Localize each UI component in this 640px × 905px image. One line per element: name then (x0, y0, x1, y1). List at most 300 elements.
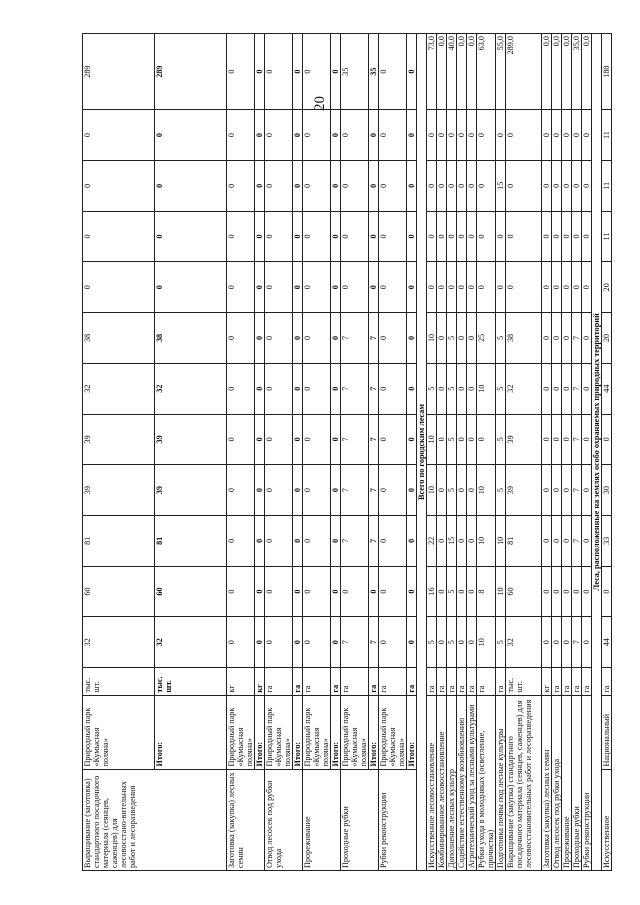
value-cell: 0 (255, 110, 265, 161)
value-cell: 10 (477, 465, 496, 516)
location-cell: Природный парк «Кумысная поляна» (303, 695, 331, 769)
table-row (602, 34, 612, 871)
activities-table (82, 33, 612, 871)
value-cell: 0,0 (542, 34, 552, 110)
value-cell: 0 (227, 515, 255, 566)
value-cell: 7 (369, 617, 379, 668)
location-cell: Национальный (602, 695, 612, 769)
location-cell: Итого: (407, 695, 417, 769)
value-cell: 0 (227, 363, 255, 414)
value-cell: 0 (437, 566, 447, 617)
value-cell: 7 (341, 363, 369, 414)
value-cell: 0 (582, 211, 592, 262)
value-cell: 0 (552, 110, 562, 161)
value-cell: 0 (265, 363, 293, 414)
value-cell: 11 (602, 160, 612, 211)
value-cell: 0,0 (467, 34, 477, 110)
value-cell: 16 (427, 566, 437, 617)
table-row (582, 34, 592, 871)
value-cell: 0 (155, 110, 227, 161)
value-cell: 81 (83, 515, 155, 566)
value-cell: 0 (255, 414, 265, 465)
value-cell: 0 (457, 110, 467, 161)
value-cell: 0 (407, 160, 417, 211)
value-cell: 7 (341, 414, 369, 465)
value-cell: 0,0 (457, 34, 467, 110)
value-cell: 7 (369, 465, 379, 516)
value-cell: 39 (155, 414, 227, 465)
value-cell: 0 (552, 465, 562, 516)
value-cell: 0 (477, 262, 496, 313)
value-cell: 0 (379, 313, 407, 364)
value-cell: 0 (265, 515, 293, 566)
value-cell: 0 (562, 211, 572, 262)
value-cell: 0 (407, 313, 417, 364)
value-cell: 0 (265, 313, 293, 364)
unit-cell: га (331, 668, 341, 695)
value-cell: 20 (602, 313, 612, 364)
unit-cell: тыс. шт. (83, 668, 155, 695)
table-row (265, 34, 293, 871)
value-cell: 0 (227, 211, 255, 262)
value-cell: 0 (331, 34, 341, 110)
value-cell: 0 (437, 465, 447, 516)
value-cell: 0 (552, 566, 562, 617)
value-cell: 81 (155, 515, 227, 566)
activity-name-cell: Рубки реконструкции (379, 769, 417, 870)
activity-name-cell: Выращивание (заготовка) стандартного посадочного материала (сеянцев, саженцев) для лесовосстано-вительных работ и лесоразведения (83, 769, 227, 870)
value-cell: 0 (255, 262, 265, 313)
value-cell: 7 (341, 515, 369, 566)
value-cell: 0 (457, 262, 467, 313)
value-cell: 0 (467, 211, 477, 262)
value-cell: 0 (331, 617, 341, 668)
value-cell: 0 (562, 617, 572, 668)
value-cell: 39 (83, 465, 155, 516)
value-cell: 7 (572, 617, 582, 668)
value-cell: 0 (467, 515, 477, 566)
value-cell: 30 (602, 465, 612, 516)
value-cell: 0 (437, 262, 447, 313)
value-cell: 0 (407, 262, 417, 313)
value-cell: 32 (83, 617, 155, 668)
value-cell: 0 (506, 110, 542, 161)
value-cell: 20 (602, 262, 612, 313)
value-cell: 0 (542, 465, 552, 516)
value-cell: 81 (506, 515, 542, 566)
value-cell: 0 (83, 160, 155, 211)
value-cell: 5 (496, 313, 506, 364)
value-cell: 0 (427, 110, 437, 161)
unit-cell: га (467, 668, 477, 695)
value-cell: 0 (255, 363, 265, 414)
value-cell: 0 (293, 515, 303, 566)
value-cell: 0 (331, 211, 341, 262)
value-cell: 0 (582, 363, 592, 414)
value-cell: 0 (582, 160, 592, 211)
value-cell: 55,0 (496, 34, 506, 110)
value-cell: 0 (227, 34, 255, 110)
table-row (572, 34, 582, 871)
value-cell: 0 (227, 465, 255, 516)
value-cell: 0 (447, 211, 457, 262)
value-cell: 0 (477, 211, 496, 262)
value-cell: 0 (255, 515, 265, 566)
unit-cell: га (437, 668, 447, 695)
value-cell: 0 (379, 617, 407, 668)
unit-cell: га (552, 668, 562, 695)
value-cell: 0 (477, 110, 496, 161)
value-cell: 0 (496, 110, 506, 161)
value-cell: 40,0 (447, 34, 457, 110)
location-cell: Природный парк «Кумысная поляна» (265, 695, 293, 769)
value-cell: 0 (293, 617, 303, 668)
value-cell: 15 (447, 515, 457, 566)
value-cell: 0 (457, 617, 467, 668)
value-cell: 5 (447, 617, 457, 668)
table-row (407, 34, 417, 871)
location-cell: Природный парк «Кумысная поляна» (83, 695, 155, 769)
value-cell: 0 (293, 110, 303, 161)
value-cell: 0 (542, 515, 552, 566)
value-cell: 0 (407, 515, 417, 566)
value-cell: 0 (602, 566, 612, 617)
value-cell: 0 (496, 211, 506, 262)
unit-cell: га (572, 668, 582, 695)
value-cell: 0 (457, 160, 467, 211)
value-cell: 73,0 (427, 34, 437, 110)
value-cell: 39 (506, 465, 542, 516)
unit-cell: га (293, 668, 303, 695)
value-cell: 0 (265, 34, 293, 110)
value-cell: 0 (293, 262, 303, 313)
unit-cell: кг (255, 668, 265, 695)
table-row (552, 34, 562, 871)
location-cell: Природный парк «Кумысная поляна» (227, 695, 255, 769)
value-cell: 0 (303, 262, 331, 313)
value-cell: 0 (293, 465, 303, 516)
value-cell: 0 (293, 313, 303, 364)
value-cell: 0 (467, 617, 477, 668)
value-cell: 0 (542, 110, 552, 161)
activity-name-cell: Искусственное лесовосстановление (427, 695, 437, 870)
value-cell: 0 (477, 414, 496, 465)
value-cell: 0 (572, 211, 582, 262)
value-cell: 44 (602, 617, 612, 668)
activity-name-cell: Отвод лесосек под рубки ухода (552, 695, 562, 870)
value-cell: 0 (552, 262, 562, 313)
activity-name-cell: Отвод лесосек под рубки ухода (265, 769, 303, 870)
value-cell: 0 (437, 211, 447, 262)
value-cell: 0 (379, 34, 407, 110)
activity-name-cell: Рубки реконструкции (582, 695, 592, 870)
value-cell: 289 (83, 34, 155, 110)
value-cell: 60 (155, 566, 227, 617)
value-cell: 5 (496, 465, 506, 516)
table-row (341, 34, 369, 871)
value-cell: 39 (83, 414, 155, 465)
unit-cell: га (303, 668, 331, 695)
value-cell: 0 (467, 262, 477, 313)
value-cell: 0 (331, 363, 341, 414)
value-cell: 0 (265, 211, 293, 262)
value-cell: 5 (447, 414, 457, 465)
table-row (83, 34, 155, 871)
value-cell: 39 (506, 414, 542, 465)
value-cell: 0 (506, 211, 542, 262)
value-cell: 0 (369, 211, 379, 262)
value-cell: 0 (379, 211, 407, 262)
value-cell: 0 (467, 110, 477, 161)
value-cell: 0 (303, 110, 331, 161)
value-cell: 0 (407, 363, 417, 414)
value-cell: 0 (447, 110, 457, 161)
value-cell: 38 (155, 313, 227, 364)
table-row (155, 34, 227, 871)
value-cell: 0 (341, 110, 369, 161)
value-cell: 0 (562, 414, 572, 465)
value-cell: 0 (227, 262, 255, 313)
activity-name-cell: Рубки ухода в молодняках (осветление, прочистка) (477, 695, 496, 870)
value-cell: 0 (293, 363, 303, 414)
unit-cell: кг (227, 668, 255, 695)
value-cell: 10 (496, 566, 506, 617)
value-cell: 0 (407, 211, 417, 262)
group-header-oopt: Леса, расположенные на землях особо охраняемых природных территорий (592, 34, 602, 871)
value-cell: 15 (496, 160, 506, 211)
value-cell: 0 (437, 617, 447, 668)
value-cell: 0 (379, 465, 407, 516)
value-cell: 0 (331, 313, 341, 364)
activity-name-cell: Заготовка (закупка) лесных семян (542, 695, 552, 870)
value-cell: 0,0 (552, 34, 562, 110)
value-cell: 0 (407, 110, 417, 161)
unit-cell: га (407, 668, 417, 695)
value-cell: 0 (457, 465, 467, 516)
value-cell: 60 (83, 566, 155, 617)
value-cell: 7 (341, 313, 369, 364)
value-cell: 0 (572, 110, 582, 161)
table-row (447, 34, 457, 871)
value-cell: 5 (496, 617, 506, 668)
value-cell: 8 (477, 566, 496, 617)
unit-cell: тыс. шт. (155, 668, 227, 695)
group-header-row (592, 34, 602, 871)
value-cell: 0 (407, 617, 417, 668)
value-cell: 0,0 (582, 34, 592, 110)
value-cell: 0 (265, 110, 293, 161)
value-cell: 0 (457, 515, 467, 566)
activity-name-cell: Проходные рубки (572, 695, 582, 870)
value-cell: 0 (265, 262, 293, 313)
value-cell: 10 (427, 414, 437, 465)
value-cell: 0 (542, 313, 552, 364)
value-cell: 0,0 (437, 34, 447, 110)
activity-name-cell: Подготовка почвы под лесные культуры (496, 695, 506, 870)
location-cell: Природный парк «Кумысная поляна» (379, 695, 407, 769)
value-cell: 33 (602, 515, 612, 566)
table-row (542, 34, 552, 871)
value-cell: 5 (496, 363, 506, 414)
value-cell: 0 (562, 110, 572, 161)
value-cell: 25 (477, 313, 496, 364)
value-cell: 0 (552, 617, 562, 668)
value-cell: 32 (506, 617, 542, 668)
unit-cell: га (447, 668, 457, 695)
value-cell: 0 (437, 414, 447, 465)
value-cell: 0 (369, 262, 379, 313)
location-cell: Итого: (331, 695, 341, 769)
value-cell: 0 (293, 566, 303, 617)
value-cell: 0 (582, 465, 592, 516)
value-cell: 0 (255, 617, 265, 668)
value-cell: 0 (467, 414, 477, 465)
value-cell: 0 (293, 211, 303, 262)
table-row (437, 34, 447, 871)
value-cell: 0 (582, 414, 592, 465)
activity-name-cell: Прореживание (562, 695, 572, 870)
value-cell: 0 (331, 566, 341, 617)
group-header-city: Всего по городским лесам (417, 34, 427, 871)
value-cell: 32 (155, 617, 227, 668)
activity-name-cell: Заготовка (закупка) лесных семян (227, 769, 265, 870)
table-row (467, 34, 477, 871)
value-cell: 0 (467, 566, 477, 617)
value-cell: 5 (496, 414, 506, 465)
value-cell: 0 (331, 160, 341, 211)
value-cell: 0 (379, 110, 407, 161)
value-cell: 10 (477, 363, 496, 414)
page-number: 20 (311, 95, 328, 111)
value-cell: 0 (227, 160, 255, 211)
value-cell: 289 (155, 34, 227, 110)
value-cell: 35 (341, 34, 369, 110)
value-cell: 0 (407, 34, 417, 110)
value-cell: 0 (331, 414, 341, 465)
value-cell: 10 (477, 515, 496, 566)
location-cell: Итого: (155, 695, 227, 769)
value-cell: 0 (255, 313, 265, 364)
value-cell: 0 (437, 363, 447, 414)
value-cell: 0 (427, 160, 437, 211)
value-cell: 0 (331, 465, 341, 516)
table-row (369, 34, 379, 871)
value-cell: 5 (447, 465, 457, 516)
unit-cell: га (379, 668, 407, 695)
value-cell: 0 (562, 262, 572, 313)
value-cell: 0 (467, 313, 477, 364)
table-row (457, 34, 467, 871)
value-cell: 0 (255, 211, 265, 262)
value-cell: 0 (467, 363, 477, 414)
value-cell: 0 (496, 262, 506, 313)
value-cell: 32 (506, 363, 542, 414)
value-cell: 0 (542, 160, 552, 211)
value-cell: 0,0 (562, 34, 572, 110)
value-cell: 0 (437, 313, 447, 364)
value-cell: 180 (602, 34, 612, 110)
value-cell: 5 (447, 566, 457, 617)
activity-name-cell: Дополнение лесных культур (447, 695, 457, 870)
value-cell: 7 (572, 414, 582, 465)
unit-cell: га (341, 668, 369, 695)
table-row (303, 34, 331, 871)
value-cell: 0 (341, 160, 369, 211)
value-cell: 0 (341, 262, 369, 313)
value-cell: 7 (572, 363, 582, 414)
unit-cell: кг (542, 668, 552, 695)
value-cell: 0 (552, 160, 562, 211)
value-cell: 0 (437, 160, 447, 211)
value-cell: 0 (542, 617, 552, 668)
value-cell: 0 (437, 110, 447, 161)
value-cell: 7 (369, 515, 379, 566)
location-cell: Итого: (369, 695, 379, 769)
value-cell: 0 (255, 160, 265, 211)
value-cell: 0 (447, 262, 457, 313)
value-cell: 0 (265, 566, 293, 617)
value-cell: 10 (496, 515, 506, 566)
value-cell: 0 (552, 414, 562, 465)
value-cell: 11 (602, 211, 612, 262)
value-cell: 0 (457, 313, 467, 364)
value-cell: 0 (303, 515, 331, 566)
value-cell: 0 (303, 363, 331, 414)
table-row (227, 34, 255, 871)
value-cell: 0 (293, 34, 303, 110)
value-cell: 60 (506, 566, 542, 617)
value-cell: 0 (562, 313, 572, 364)
value-cell: 0 (369, 110, 379, 161)
value-cell: 0 (303, 617, 331, 668)
value-cell: 0 (331, 262, 341, 313)
table-row (496, 34, 506, 871)
value-cell: 35 (369, 34, 379, 110)
value-cell: 0 (572, 262, 582, 313)
value-cell: 0 (265, 414, 293, 465)
value-cell: 0 (303, 34, 331, 110)
unit-cell: га (602, 668, 612, 695)
value-cell: 63,0 (477, 34, 496, 110)
value-cell: 0 (437, 515, 447, 566)
value-cell: 10 (477, 617, 496, 668)
value-cell: 44 (602, 363, 612, 414)
unit-cell: га (582, 668, 592, 695)
activity-name-cell: Комбинированное лесовосстановление (437, 695, 447, 870)
table-row (293, 34, 303, 871)
value-cell: 7 (369, 414, 379, 465)
value-cell: 0 (227, 414, 255, 465)
unit-cell: га (477, 668, 496, 695)
value-cell: 0 (83, 211, 155, 262)
value-cell: 0 (293, 414, 303, 465)
value-cell: 0 (255, 465, 265, 516)
value-cell: 0 (542, 211, 552, 262)
value-cell: 0 (227, 566, 255, 617)
value-cell: 35,0 (572, 34, 582, 110)
value-cell: 0 (542, 414, 552, 465)
value-cell: 0 (542, 262, 552, 313)
unit-cell: га (265, 668, 293, 695)
value-cell: 7 (572, 313, 582, 364)
value-cell: 0 (155, 160, 227, 211)
value-cell: 0 (582, 313, 592, 364)
value-cell: 7 (572, 515, 582, 566)
value-cell: 0 (572, 566, 582, 617)
value-cell: 0 (582, 110, 592, 161)
value-cell: 0 (265, 465, 293, 516)
value-cell: 0 (427, 262, 437, 313)
